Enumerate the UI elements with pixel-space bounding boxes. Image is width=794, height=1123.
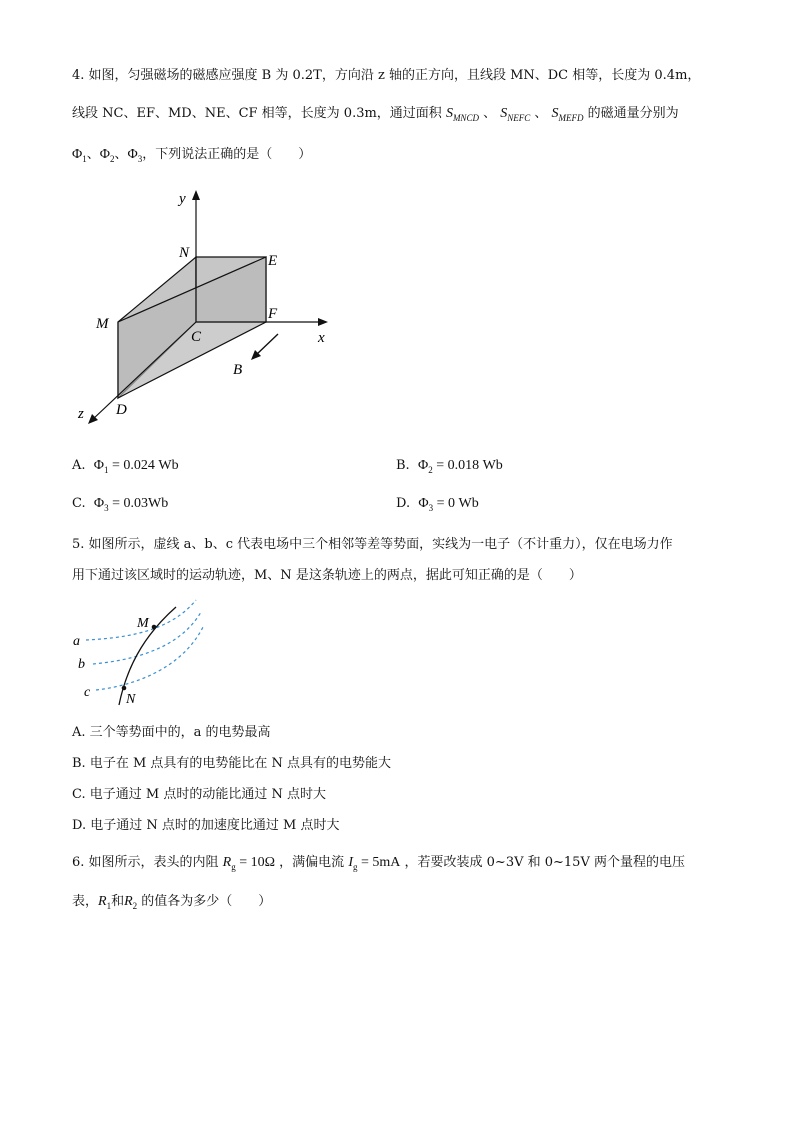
q4-figure [70, 180, 350, 440]
rg-expr: $R_g = 10\Omega$ [222, 855, 276, 872]
r1-symbol: $R_1$ [98, 894, 112, 911]
point-n [122, 686, 127, 691]
q5-option-c[interactable]: C. 电子通过 M 点时的动能比通过 N 点时大 [72, 787, 326, 802]
r2-symbol: $R_2$ [124, 894, 138, 911]
q6-text-mid: ，满偏电流 [275, 855, 349, 870]
label-c: c [84, 685, 91, 700]
q6-text: 6. 如图所示，表头的内阻 [72, 855, 223, 870]
label-m: M [96, 316, 109, 332]
phi-3: $\Phi_3$ [127, 147, 143, 164]
q4-stem-line2-text: 线段 NC、EF、MD、NE、CF 相等，长度为 0.3m，通过面积 [72, 106, 446, 121]
q4-question-text: ，下列说法正确的是（ ） [142, 147, 312, 162]
label-b: b [78, 657, 85, 672]
label-c: C [191, 329, 202, 345]
label-m: M [137, 616, 149, 631]
x-arrow-icon [318, 318, 328, 326]
label-z: z [78, 406, 84, 422]
q4-option-d[interactable]: D. $\Phi_3 = 0$ Wb [396, 496, 479, 513]
q4-stem-line2-end: 的磁通量分别为 [583, 106, 679, 121]
label-b: B [233, 362, 243, 378]
label-f: F [268, 306, 278, 322]
label-a: a [73, 634, 80, 649]
label-x: x [318, 330, 325, 346]
area-mncd: $S_{MNCD}$ [445, 106, 479, 123]
q4-option-c[interactable]: C. $\Phi_3 = 0.03Wb$ [72, 496, 169, 513]
q5-option-b[interactable]: B. 电子在 M 点具有的电势能比在 N 点具有的电势能大 [72, 756, 392, 771]
b-field-arrow [256, 334, 278, 355]
separator: 、 [530, 106, 552, 121]
label-d: D [116, 402, 127, 418]
q6-and: 和 [111, 894, 125, 909]
label-y: y [179, 191, 186, 207]
q5-figure [70, 595, 220, 710]
q5-option-a[interactable]: A. 三个等势面中的，a 的电势最高 [72, 725, 271, 740]
label-e: E [268, 253, 278, 269]
q6-stem-line2 [72, 894, 271, 914]
phi-1: $\Phi_1$ [72, 147, 87, 164]
separator: 、 [478, 106, 501, 121]
point-m [152, 625, 157, 630]
q4-stem-line2 [72, 106, 679, 126]
q6-text-end: ，若要改装成 0~3V 和 0~15V 两个量程的电压 [400, 855, 685, 870]
ig-expr: $I_g = 5mA$ [348, 855, 401, 872]
q6-text-end: 的值各为多少（ ） [137, 894, 272, 909]
q4-option-a[interactable]: A. $\Phi_1 = 0.024$ Wb [72, 458, 179, 475]
q5-option-d[interactable]: D. 电子通过 N 点时的加速度比通过 M 点时大 [72, 818, 340, 833]
q4-stem-line1: 4. 如图，匀强磁场的磁感应强度 B 为 0.2T，方向沿 z 轴的正方向，且线段 MN、DC 相等，长度为 0.4m， [72, 68, 701, 83]
q6-text: 表， [72, 894, 99, 909]
phi-2: $\Phi_2$ [99, 147, 115, 164]
q5-stem-line1: 5. 如图所示，虚线 a、b、c 代表电场中三个相邻等差等势面，实线为一电子（不计重力），仅在电场力作 [72, 537, 673, 552]
area-nefc: $S_{NEFC}$ [500, 106, 531, 123]
q4-stem-line3: $\Phi_1$、$\Phi_2$、$\Phi_3$，下列说法正确的是（ ） [72, 147, 312, 164]
q4-option-b[interactable]: B. $\Phi_2 = 0.018$ Wb [396, 458, 503, 475]
q6-stem-line1 [72, 855, 685, 875]
y-arrow-icon [192, 190, 200, 200]
area-mefd: $S_{MEFD}$ [551, 106, 584, 123]
q5-stem-line2: 用下通过该区域时的运动轨迹，M、N 是这条轨迹上的两点，据此可知正确的是（ ） [72, 568, 582, 583]
label-n: N [179, 245, 190, 261]
label-n: N [126, 692, 136, 707]
